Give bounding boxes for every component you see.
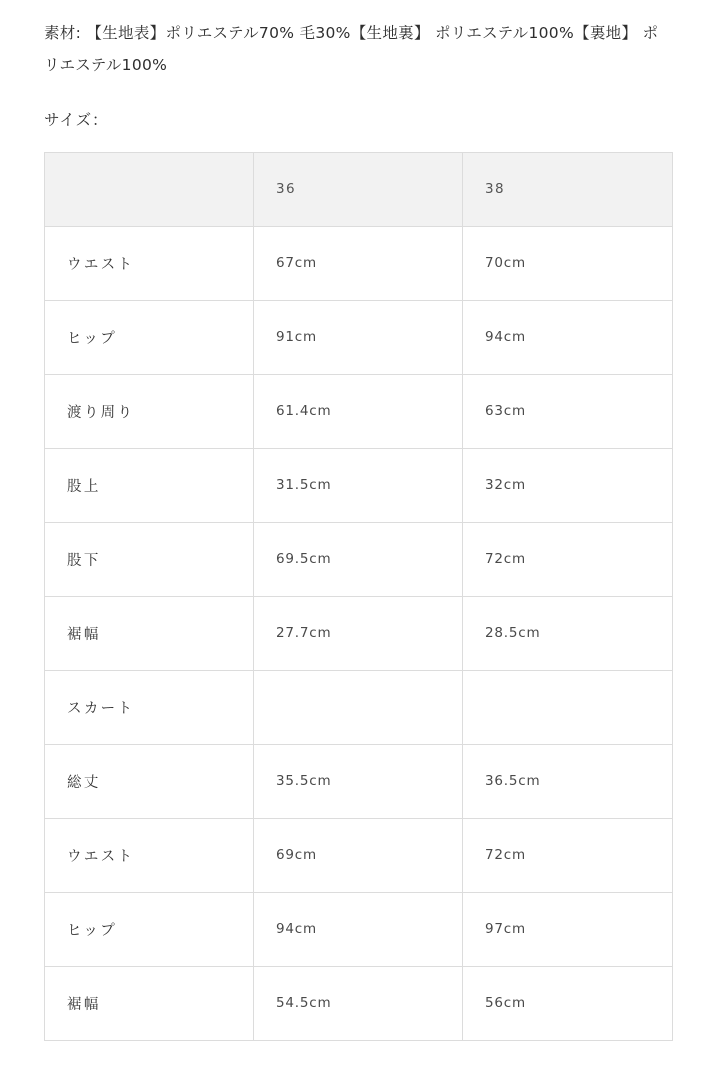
table-row: [45, 226, 673, 300]
row-value-38: 70cm: [463, 226, 673, 300]
table-row: [45, 966, 673, 1040]
row-label: ウエスト: [45, 226, 254, 300]
row-value-36: [254, 670, 463, 744]
table-header-row: [45, 152, 673, 226]
size-table-body: [45, 226, 673, 1040]
header-cell-size-36: 36: [254, 152, 463, 226]
row-value-38: [463, 670, 673, 744]
row-value-38: 56cm: [463, 966, 673, 1040]
row-label: ヒップ: [45, 300, 254, 374]
row-label: 総丈: [45, 744, 254, 818]
row-value-36: 35.5cm: [254, 744, 463, 818]
row-value-38: 32cm: [463, 448, 673, 522]
size-table-head: [45, 152, 673, 226]
table-row: [45, 744, 673, 818]
table-row: [45, 374, 673, 448]
size-section-heading: サイズ：: [44, 110, 109, 129]
row-value-36: 31.5cm: [254, 448, 463, 522]
row-label: 裾幅: [45, 966, 254, 1040]
row-label: 裾幅: [45, 596, 254, 670]
header-cell-size-38: 38: [463, 152, 673, 226]
row-value-38: 72cm: [463, 522, 673, 596]
table-row: [45, 670, 673, 744]
row-value-36: 54.5cm: [254, 966, 463, 1040]
table-row: [45, 300, 673, 374]
row-value-38: 63cm: [463, 374, 673, 448]
table-row: [45, 596, 673, 670]
row-label: 渡り周り: [45, 374, 254, 448]
row-label: ウエスト: [45, 818, 254, 892]
row-label: 股上: [45, 448, 254, 522]
row-value-36: 61.4cm: [254, 374, 463, 448]
size-table: [44, 152, 673, 1041]
row-value-38: 28.5cm: [463, 596, 673, 670]
table-row: [45, 892, 673, 966]
table-row: [45, 818, 673, 892]
row-value-36: 67cm: [254, 226, 463, 300]
material-description: 素材: 【生地表】ポリエステル70% 毛30%【生地裏】 ポリエステル100%【裏地】 ポリエステル100%: [44, 24, 659, 74]
table-row: [45, 522, 673, 596]
row-value-38: 94cm: [463, 300, 673, 374]
row-value-38: 36.5cm: [463, 744, 673, 818]
row-label: スカート: [45, 670, 254, 744]
row-value-38: 72cm: [463, 818, 673, 892]
row-value-38: 97cm: [463, 892, 673, 966]
row-value-36: 94cm: [254, 892, 463, 966]
row-value-36: 91cm: [254, 300, 463, 374]
row-value-36: 27.7cm: [254, 596, 463, 670]
row-value-36: 69.5cm: [254, 522, 463, 596]
table-row: [45, 448, 673, 522]
row-label: 股下: [45, 522, 254, 596]
header-cell-blank: [45, 152, 254, 226]
row-label: ヒップ: [45, 892, 254, 966]
row-value-36: 69cm: [254, 818, 463, 892]
